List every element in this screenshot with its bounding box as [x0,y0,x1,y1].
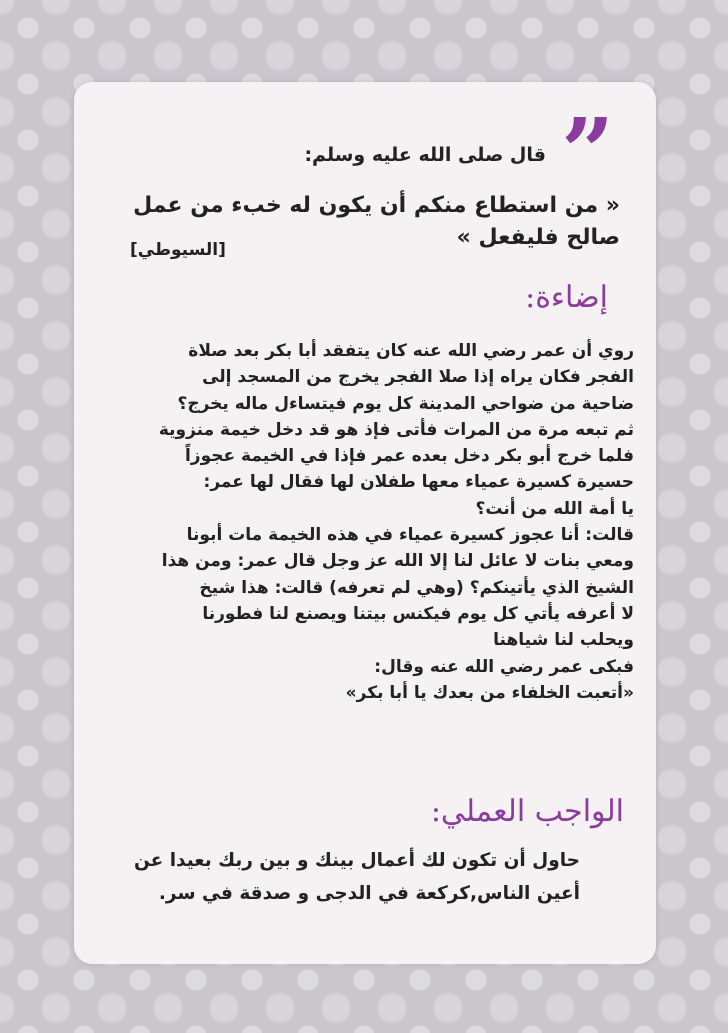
story-line: ضاحية من ضواحي المدينة كل يوم فيتساءل ماله يخرج؟ [177,393,634,414]
section-title-idaa: إضاءة: [525,280,608,315]
story-line: ويحلب لنا شياهنا [493,630,634,651]
story-line: روي أن عمر رضي الله عنه كان يتفقد أبا بكر بعد صلاة [188,341,634,361]
story-line: الفجر فكان يراه إذا صلا الفجر يخرج من المسجد إلى [202,367,634,388]
task-line: أعين الناس,كركعة في الدجى و صدقة في سر. [158,883,580,904]
story-line: ومعي بنات لا عائل لنا إلا الله عز وجل قال عمر: ومن هذا [161,551,634,572]
task-text [100,844,580,910]
story-line: فبكى عمر رضي الله عنه وقال: [374,656,634,677]
story-text [88,338,634,706]
hadith-source: [السيوطي] [130,240,226,260]
hadith-intro: قال صلى الله عليه وسلم: [304,144,546,166]
story-line: «أتعبت الخلفاء من بعدك يا أبا بكر» [345,682,634,703]
content-card [74,82,656,964]
story-line: الشيخ الذي يأتينكم؟ (وهي لم تعرفه) قالت: هذا شيخ [199,577,634,598]
story-line: قالت: أنا عجوز كسيرة عمياء في هذه الخيمة مات أبونا [186,525,634,546]
story-line: يا أمة الله من أنت؟ [475,498,634,519]
hadith-line: « من استطاع منكم أن يكون له خبء من عمل [133,193,620,218]
task-line: حاول أن تكون لك أعمال بينك و بين ربك بعيدا عن [133,850,580,871]
story-line: حسيرة كسيرة عمياء معها طفلان لها فقال لها عمر: [203,472,634,493]
section-title-wajib: الواجب العملي: [430,794,624,829]
hadith-line: صالح فليفعل » [456,225,620,250]
quote-mark-icon: ” [561,98,614,206]
story-line: لا أعرفه يأتي كل يوم فيكنس بيتنا ويصنع لنا فطورنا [202,603,634,624]
story-line: ثم تبعه مرة من المرات فأتى فإذ هو قد دخل خيمة منزوية [158,419,634,440]
story-line: فلما خرج أبو بكر دخل بعده عمر فإذا في الخيمة عجوزاً [184,446,634,467]
